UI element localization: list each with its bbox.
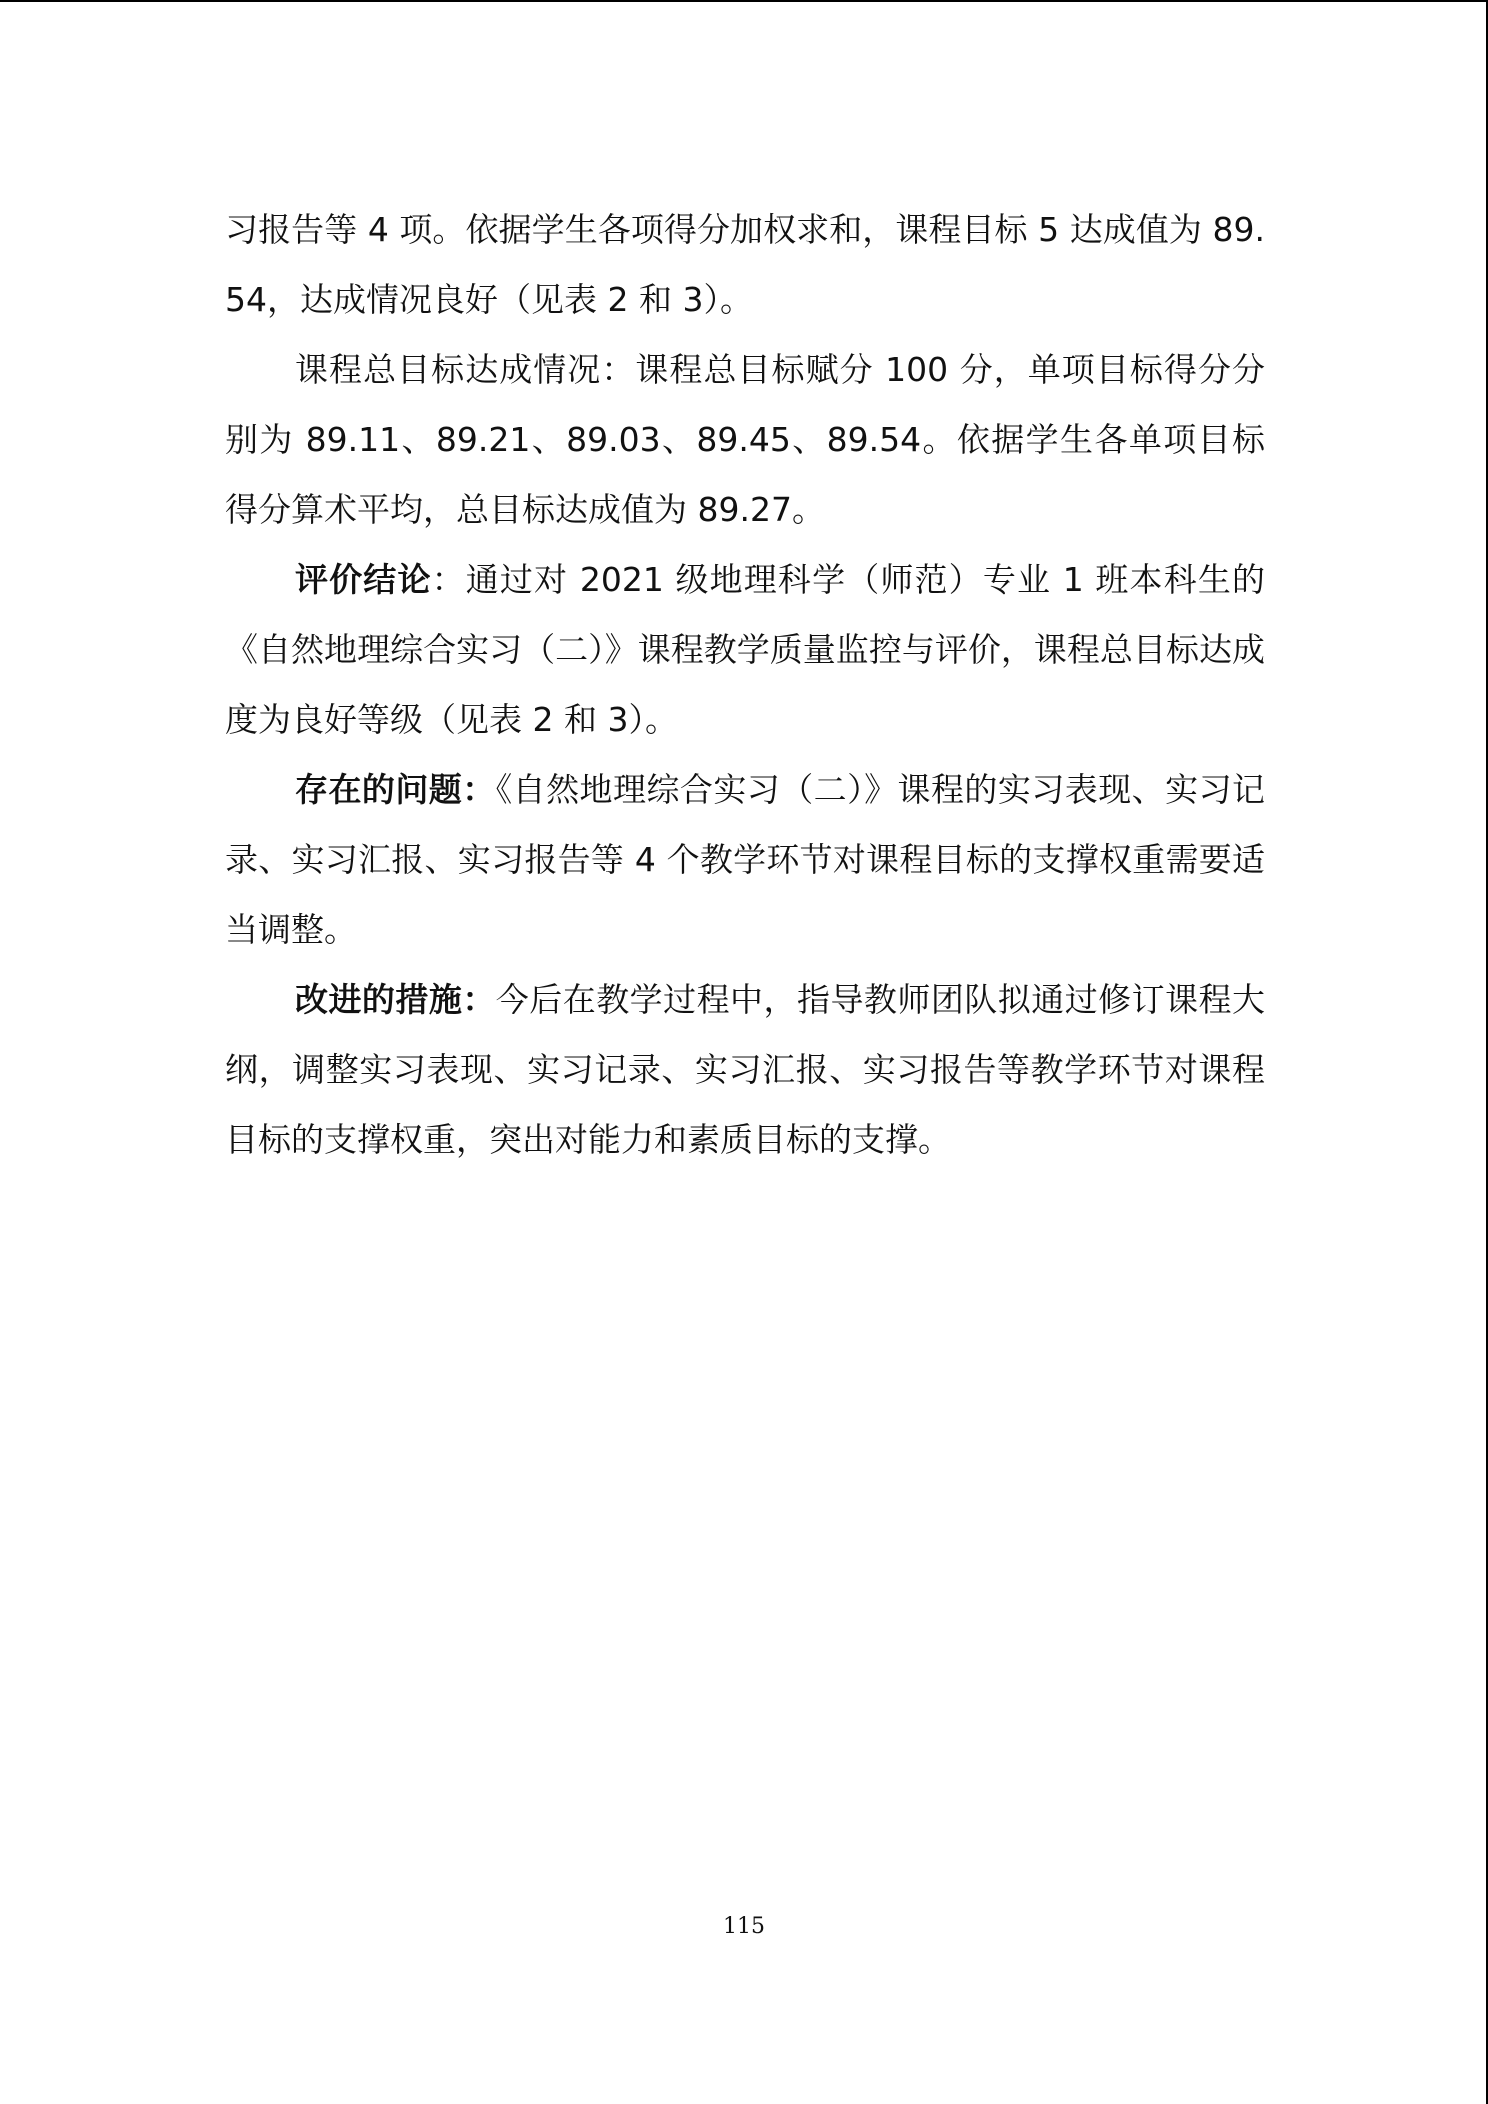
document-body [225,195,1265,1175]
paragraph-text: 今后在教学过程中，指导教师团队拟通过修订课程大纲，调整实习表现、实习记录、实习汇报、实习报告等教学环节对课程目标的支撑权重，突出对能力和素质目标的支撑。 [225,980,1266,1159]
page-number: 115 [723,1914,765,1939]
paragraph-continuation [225,195,1265,335]
paragraph-lead: 存在的问题： [295,770,496,809]
paragraph-lead: 评价结论 [295,560,432,599]
paragraph-evaluation-conclusion [225,545,1265,755]
paragraph-overall-target [225,335,1265,545]
paragraph-improvement-measures [225,965,1265,1175]
paragraph-existing-problems [225,755,1265,965]
paragraph-text: 《自然地理综合实习（二）》课程的实习表现、实习记录、实习汇报、实习报告等 4 个教学环节对课程目标的支撑权重需要适当调整。 [225,770,1266,949]
paragraph-text: 课程总目标达成情况：课程总目标赋分 100 分，单项目标得分分别为 89.11、89.21、89.03、89.45、89.54。依据学生各单项目标得分算术平均，总目标达成值为 89.27。 [225,350,1265,529]
paragraph-lead: 改进的措施： [295,980,496,1019]
paragraph-text: ：通过对 2021 级地理科学（师范）专业 1 班本科生的《自然地理综合实习（二）》课程教学质量监控与评价，课程总目标达成度为良好等级（见表 2 和 3）。 [225,560,1266,739]
paragraph-text: 习报告等 4 项。依据学生各项得分加权求和，课程目标 5 达成值为 89.54，达成情况良好（见表 2 和 3）。 [225,210,1265,319]
